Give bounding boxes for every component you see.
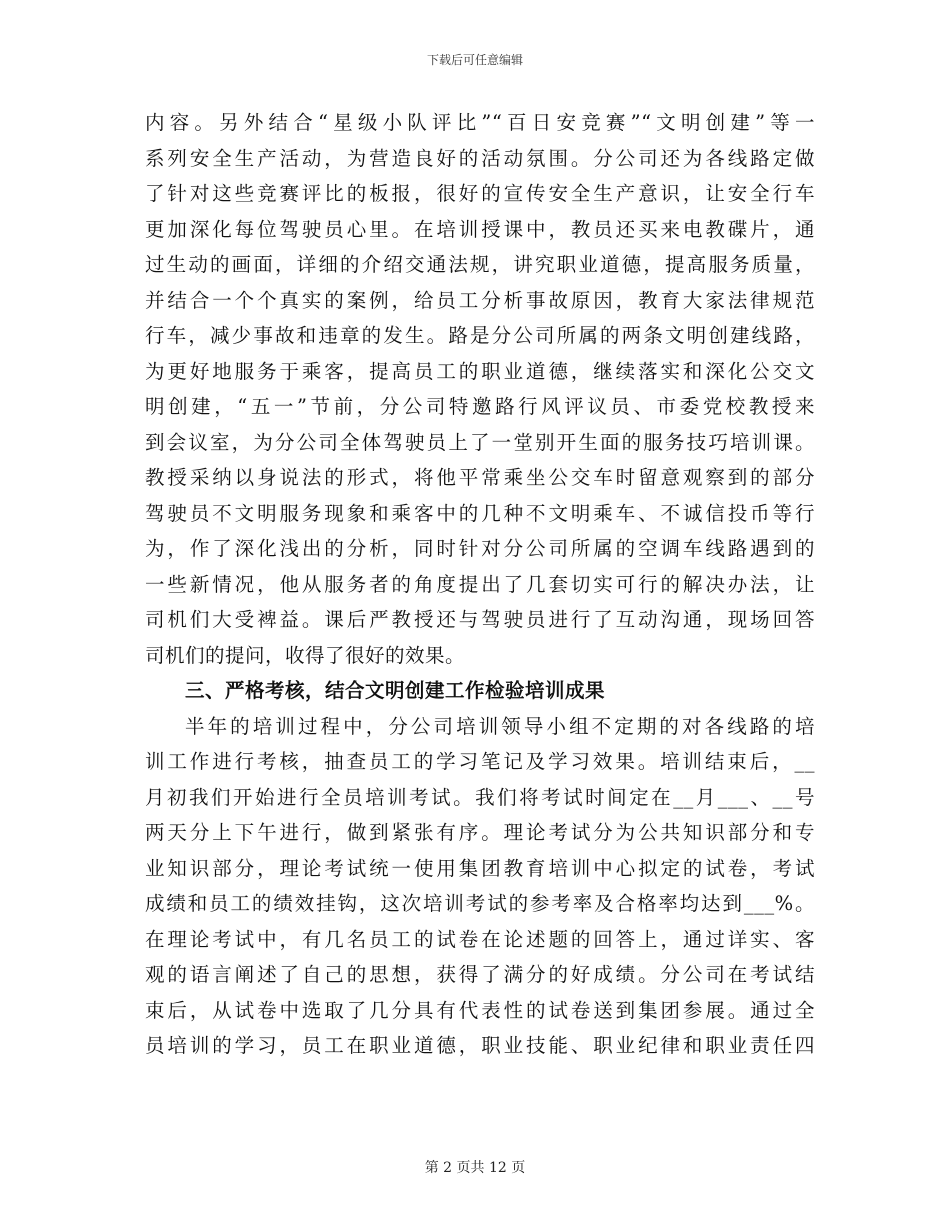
section-heading: 三、严格考核，结合文明创建工作检验培训成果 — [185, 679, 606, 702]
text-line: 行车，减少事故和违章的发生。路是分公司所属的两条文明创建线路， — [145, 324, 815, 347]
text-line: 员培训的学习，员工在职业道德，职业技能、职业纪律和职业责任四 — [145, 1034, 815, 1057]
text-line: 教授采纳以身说法的形式，将他平常乘坐公交车时留意观察到的部分 — [145, 466, 815, 489]
text-line: 为更好地服务于乘客，提高员工的职业道德，继续落实和深化公交文 — [145, 359, 815, 383]
text-line: 内容。另外结合“星级小队评比”“百日安竞赛”“文明创建”等一 — [145, 111, 815, 134]
text-line: 束后，从试卷中选取了几分具有代表性的试卷送到集团参展。通过全 — [145, 998, 815, 1022]
text-line: 了针对这些竞赛评比的板报，很好的宣传安全生产意识，让安全行车 — [145, 182, 815, 205]
page-footer: 第 2 页共 12 页 — [424, 1160, 526, 1176]
text-line: 明创建，“五一”节前，分公司特邀路行风评议员、市委党校教授来 — [145, 395, 815, 418]
text-line: 司机们大受裨益。课后严教授还与驾驶员进行了互动沟通，现场回答 — [145, 608, 815, 631]
text-line: 训工作进行考核，抽查员工的学习笔记及学习效果。培训结束后，__ — [145, 750, 815, 773]
text-line: 一些新情况，他从服务者的角度提出了几套切实可行的解决办法，让 — [145, 572, 815, 596]
page-header: 下载后可任意编辑 — [426, 53, 523, 67]
text-line: 在理论考试中，有几名员工的试卷在论述题的回答上，通过详实、客 — [145, 927, 815, 951]
text-line: 到会议室，为分公司全体驾驶员上了一堂别开生面的服务技巧培训课。 — [145, 430, 815, 454]
document-body — [145, 105, 815, 1064]
text-line: 过生动的画面，详细的介绍交通法规，讲究职业道德，提高服务质量， — [145, 253, 815, 276]
text-line: 为，作了深化浅出的分析，同时针对分公司所属的空调车线路遇到的 — [145, 537, 815, 560]
text-line: 月初我们开始进行全员培训考试。我们将考试时间定在__月___、__号 — [145, 785, 815, 809]
text-line: 观的语言阐述了自己的思想，获得了满分的好成绩。分公司在考试结 — [145, 963, 815, 986]
text-line: 两天分上下午进行，做到紧张有序。理论考试分为公共知识部分和专 — [145, 821, 815, 844]
text-line: 业知识部分，理论考试统一使用集团教育培训中心拟定的试卷，考试 — [145, 856, 815, 880]
text-line: 并结合一个个真实的案例，给员工分析事故原因，教育大家法律规范 — [145, 288, 815, 312]
text-line: 司机们的提问，收得了很好的效果。 — [145, 643, 466, 667]
text-line: 成绩和员工的绩效挂钩，这次培训考试的参考率及合格率均达到___%。 — [145, 892, 815, 915]
text-line: 半年的培训过程中，分公司培训领导小组不定期的对各线路的培 — [185, 714, 815, 738]
text-line: 系列安全生产活动，为营造良好的活动氛围。分公司还为各线路定做 — [145, 146, 815, 170]
text-line: 更加深化每位驾驶员心里。在培训授课中，教员还买来电教碟片，通 — [145, 217, 815, 241]
text-line: 驾驶员不文明服务现象和乘客中的几种不文明乘车、不诚信投币等行 — [145, 501, 815, 525]
